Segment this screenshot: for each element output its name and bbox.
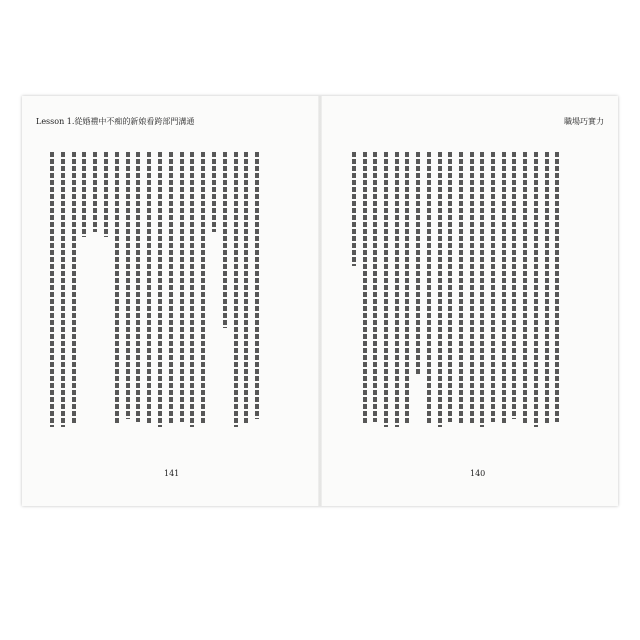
text-column-ink [448, 152, 452, 422]
text-column [168, 152, 174, 436]
text-column [554, 152, 560, 436]
text-column [103, 152, 109, 436]
text-column-ink [50, 152, 54, 427]
text-column [351, 152, 357, 436]
text-column-ink [427, 152, 431, 425]
text-column-ink [545, 152, 549, 425]
text-column [114, 152, 120, 436]
text-column-ink [534, 152, 538, 427]
text-column [254, 152, 260, 436]
left-running-head: Lesson 1.從婚禮中不痴的新娘看跨部門溝通 [36, 117, 195, 126]
text-column-ink [363, 152, 367, 425]
text-column [447, 152, 453, 436]
text-column [362, 152, 368, 436]
text-column [404, 152, 410, 436]
text-column [522, 152, 528, 436]
text-column-ink [212, 152, 216, 232]
right-body-text [346, 152, 560, 436]
text-column-ink [523, 152, 527, 425]
text-column-ink [147, 152, 151, 425]
text-column [415, 152, 421, 436]
text-column [60, 152, 66, 436]
text-column-ink [180, 152, 184, 422]
text-column [211, 152, 217, 436]
text-column-ink [459, 152, 463, 425]
text-column-ink [201, 152, 205, 425]
text-column-ink [255, 152, 259, 419]
text-column-ink [480, 152, 484, 427]
text-column [222, 152, 228, 436]
text-column-ink [169, 152, 173, 425]
text-column [533, 152, 539, 436]
text-column-ink [512, 152, 516, 419]
text-column [146, 152, 152, 436]
text-column-ink [502, 152, 506, 425]
text-column-ink [416, 152, 420, 374]
text-column [544, 152, 550, 436]
left-body-text [44, 152, 260, 436]
text-column [426, 152, 432, 436]
text-column-ink [491, 152, 495, 422]
text-column-ink [438, 152, 442, 427]
text-column-ink [61, 152, 65, 427]
book-spread [22, 96, 618, 506]
text-column [135, 152, 141, 436]
text-column [501, 152, 507, 436]
text-column-ink [352, 152, 356, 266]
text-column-ink [470, 152, 474, 425]
text-column [81, 152, 87, 436]
left-page-number: 141 [164, 469, 180, 478]
text-column-ink [104, 152, 108, 237]
text-column-ink [555, 152, 559, 422]
text-column [125, 152, 131, 436]
text-column [394, 152, 400, 436]
text-column [49, 152, 55, 436]
text-column-ink [234, 152, 238, 427]
text-column [383, 152, 389, 436]
text-column [200, 152, 206, 436]
text-column-ink [384, 152, 388, 427]
right-running-head: 職場巧實力 [564, 117, 604, 126]
text-column [372, 152, 378, 436]
text-column [437, 152, 443, 436]
right-page [320, 96, 618, 506]
text-column [179, 152, 185, 436]
text-column [71, 152, 77, 436]
text-column-ink [373, 152, 377, 422]
right-page-number: 140 [470, 469, 486, 478]
text-column [243, 152, 249, 436]
text-column [92, 152, 98, 436]
text-column-ink [244, 152, 248, 425]
text-column [479, 152, 485, 436]
text-column-ink [158, 152, 162, 427]
text-column [469, 152, 475, 436]
text-column-ink [82, 152, 86, 237]
text-column-ink [405, 152, 409, 425]
text-column [189, 152, 195, 436]
text-column-ink [190, 152, 194, 427]
text-column-ink [93, 152, 97, 232]
text-column [157, 152, 163, 436]
text-column-ink [115, 152, 119, 425]
text-column-ink [136, 152, 140, 422]
text-column [490, 152, 496, 436]
text-column-ink [72, 152, 76, 425]
text-column [233, 152, 239, 436]
text-column [458, 152, 464, 436]
text-column-ink [223, 152, 227, 328]
text-column [511, 152, 517, 436]
text-column-ink [126, 152, 130, 419]
left-page [22, 96, 320, 506]
text-column-ink [395, 152, 399, 427]
